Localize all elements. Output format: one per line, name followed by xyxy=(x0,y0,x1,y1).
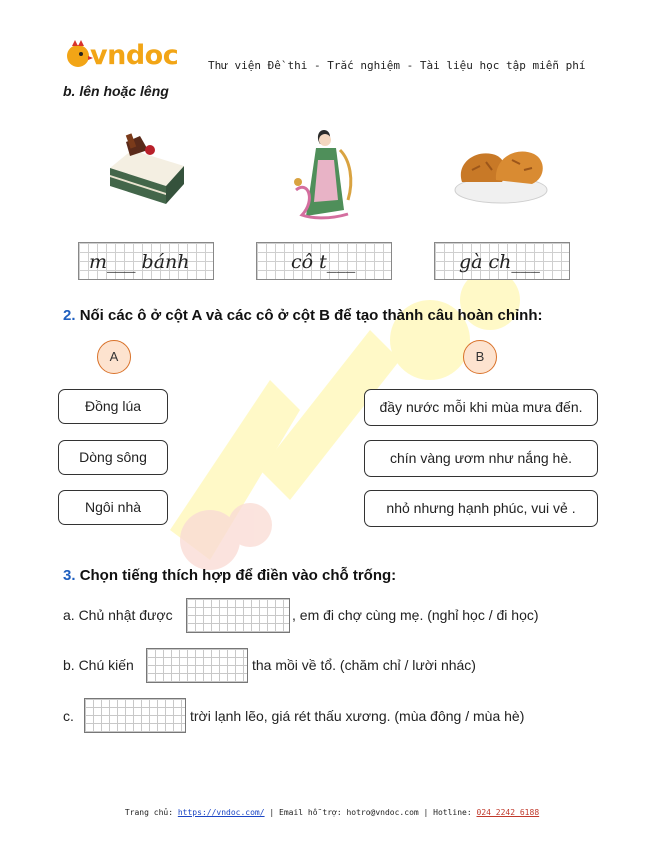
footer-home-link[interactable]: https://vndoc.com/ xyxy=(177,808,265,817)
column-a-label: A xyxy=(97,340,131,374)
section-b-title: b. lên hoặc lêng xyxy=(63,83,169,99)
fairy-illustration xyxy=(288,120,360,222)
footer-support: | Email hỗ trợ: hotro@vndoc.com | Hotline: xyxy=(269,808,472,817)
fill-line-a-suffix: , em đi chợ cùng mẹ. (nghỉ học / đi học) xyxy=(292,607,539,623)
fill-line-b-prefix: b. Chú kiến xyxy=(63,657,134,673)
fill-line-c-suffix: trời lạnh lẽo, giá rét thấu xương. (mùa đông / mùa hè) xyxy=(190,708,525,724)
cake-illustration xyxy=(106,128,188,208)
fill-blank-b[interactable] xyxy=(146,648,248,683)
column-b-item[interactable]: nhỏ nhưng hạnh phúc, vui vẻ . xyxy=(364,490,598,527)
fill-blank-c[interactable] xyxy=(84,698,186,733)
footer-home-label: Trang chủ: xyxy=(124,808,174,817)
column-b-item[interactable]: đầy nước mỗi khi mùa mưa đến. xyxy=(364,389,598,426)
fill-line-b-suffix: tha mồi về tổ. (chăm chỉ / lười nhác) xyxy=(252,657,476,673)
page-footer xyxy=(0,808,664,817)
fried-chicken-illustration xyxy=(452,140,550,206)
fill-blank-a[interactable] xyxy=(186,598,290,633)
question-3-text: Chọn tiếng thích hợp để điền vào chỗ trống: xyxy=(79,567,397,584)
answer-box-3[interactable] xyxy=(434,242,570,280)
answer-text-2: cô t___ xyxy=(291,251,356,273)
question-2-number: 2. xyxy=(63,307,76,324)
question-3-title xyxy=(63,567,396,584)
footer-hotline[interactable]: 024 2242 6188 xyxy=(476,808,540,817)
question-3-number: 3. xyxy=(63,567,76,584)
fill-line-c-prefix: c. xyxy=(63,708,74,724)
column-a-item[interactable]: Dòng sông xyxy=(58,440,168,475)
header-tagline: Thư viện Đề thi - Trắc nghiệm - Tài liệu học tập miễn phí xyxy=(208,59,586,72)
answer-box-2[interactable] xyxy=(256,242,392,280)
column-a-item[interactable]: Ngôi nhà xyxy=(58,490,168,525)
question-2-text: Nối các ô ở cột A và các cô ở cột B để tạo thành câu hoàn chỉnh: xyxy=(79,307,543,324)
question-2-title xyxy=(63,307,542,324)
logo-text[interactable]: vndoc xyxy=(90,40,179,71)
column-a-item[interactable]: Đồng lúa xyxy=(58,389,168,424)
answer-text-3: gà ch___ xyxy=(459,251,540,273)
fill-line-a-prefix: a. Chủ nhật được xyxy=(63,607,173,623)
column-b-item[interactable]: chín vàng ươm như nắng hè. xyxy=(364,440,598,477)
column-b-label: B xyxy=(463,340,497,374)
answer-box-1[interactable] xyxy=(78,242,214,280)
answer-text-1: m___ bánh xyxy=(89,251,190,273)
